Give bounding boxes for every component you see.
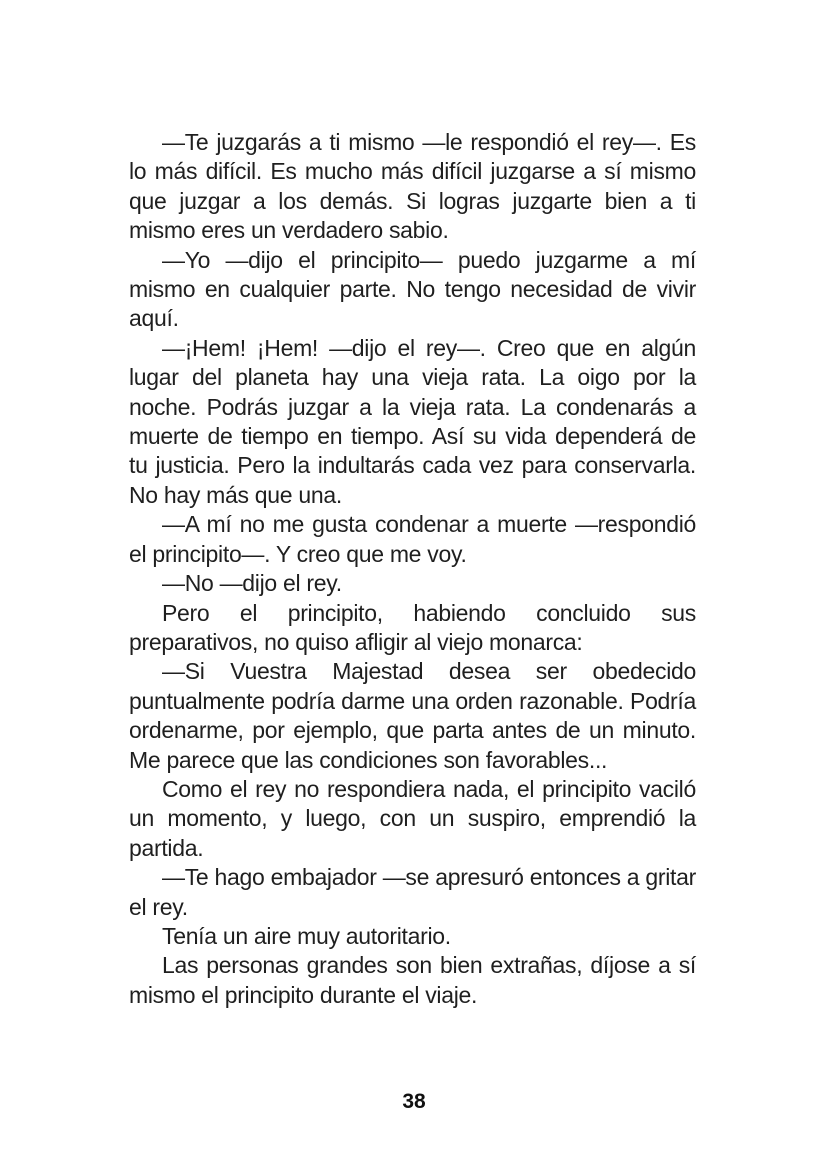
- paragraph: —No —dijo el rey.: [162, 570, 342, 597]
- text-block: [129, 128, 696, 1010]
- paragraph: —Yo —dijo el principito— puedo juzgarme a mí mismo en cualquier parte. No tengo necesidad de vivir aquí.: [129, 246, 696, 332]
- paragraph: Pero el principito, habiendo concluido sus preparativos, no quiso afligir al viejo monarca:: [129, 599, 696, 655]
- paragraph: Como el rey no respondiera nada, el principito vaciló un momento, y luego, con un suspiro, emprendió la partida.: [129, 775, 696, 861]
- paragraph: —Si Vuestra Majestad desea ser obedecido puntualmente podría darme una orden razonable. Podría ordenarme, por ejemplo, que parta antes de un minuto. Me parece que las condiciones son favorables...: [129, 658, 696, 773]
- page-number: 38: [402, 1090, 426, 1113]
- paragraph: —¡Hem! ¡Hem! —dijo el rey—. Creo que en algún lugar del planeta hay una vieja rata. La oigo por la noche. Podrás juzgar a la vieja rata. La condenarás a muerte de tiempo en tiempo. Así su vida dependerá de tu justicia. Pero la indultarás cada vez para conservarla. No hay más que una.: [129, 334, 696, 508]
- paragraph: —Te hago embajador —se apresuró entonces a gritar el rey.: [129, 864, 696, 920]
- paragraph: —A mí no me gusta condenar a muerte —respondió el principito—. Y creo que me voy.: [129, 511, 696, 567]
- paragraph: Tenía un aire muy autoritario.: [162, 922, 451, 949]
- paragraph: Las personas grandes son bien extrañas, díjose a sí mismo el principito durante el viaje.: [129, 952, 696, 1008]
- paragraph: —Te juzgarás a ti mismo —le respondió el rey—. Es lo más difícil. Es mucho más difícil juzgarse a sí mismo que juzgar a los demás. Si logras juzgarte bien a ti mismo eres un verdadero sabio.: [129, 129, 696, 244]
